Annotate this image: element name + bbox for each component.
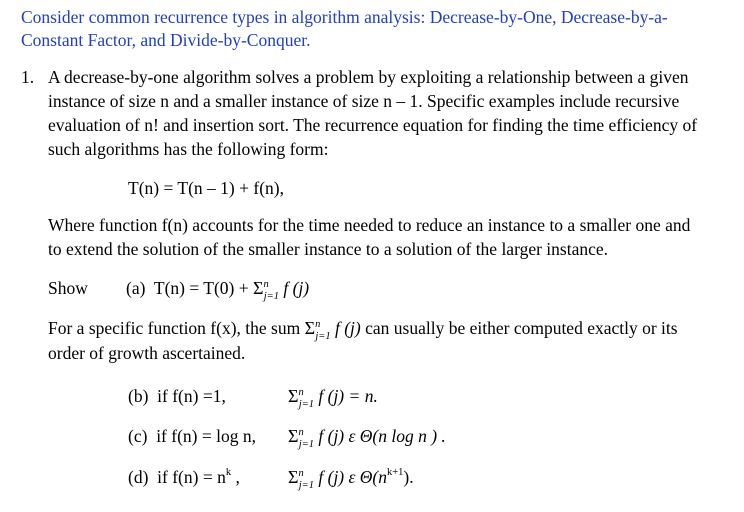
sum-term: f (j) ε Θ(n: [314, 467, 387, 487]
sum-upper-limit: n: [298, 387, 304, 398]
case-b-result: [288, 385, 378, 411]
para2-line-1: Where function f(n) accounts for the time needed to reduce an instance to a smaller one and: [48, 215, 691, 235]
sigma-symbol: Σ: [288, 467, 299, 487]
sum-term: f (j): [330, 318, 361, 338]
recurrence-equation: T(n) = T(n – 1) + f(n),: [128, 178, 284, 198]
case-d-result: [288, 466, 414, 492]
para3-before: For a specific function f(x), the sum: [48, 318, 305, 338]
sum-upper-limit: n: [298, 468, 304, 479]
case-c-label: (c): [128, 426, 148, 446]
para1-line-3: evaluation of n! and insertion sort. The recurrence equation for finding the time efficiency of: [48, 115, 698, 135]
sum-term: f (j): [279, 278, 310, 298]
sigma-symbol: Σ: [288, 386, 299, 406]
case-c-condition: [128, 425, 256, 448]
case-c-result: [288, 425, 446, 451]
sigma-symbol: Σ: [304, 318, 316, 338]
sum-upper-limit: n: [298, 427, 304, 438]
sum-upper-limit: n: [263, 279, 269, 290]
part-a-lhs: T(n) = T(0) +: [153, 278, 253, 298]
para2-line-2: to extend the solution of the smaller instance to a solution of the larger instance.: [48, 239, 609, 259]
sigma-symbol: Σ: [288, 426, 299, 446]
case-d-condition: [128, 466, 240, 492]
sum-lower-limit: j=1: [298, 439, 314, 450]
sum-lower-limit: j=1: [263, 291, 279, 302]
sum-lower-limit: j=1: [298, 480, 314, 491]
case-d-cond-tail: ,: [231, 467, 240, 487]
item-number: 1.: [21, 67, 35, 87]
part-a-label: (a): [126, 278, 146, 298]
show-label: Show: [48, 278, 88, 298]
sum-lower-limit: j=1: [298, 399, 314, 410]
sum-term: f (j) ε: [314, 426, 360, 446]
para3-line-2: order of growth ascertained.: [48, 343, 246, 363]
case-b-label: (b): [128, 386, 149, 406]
case-d-result-tail: ).: [403, 467, 414, 487]
intro-line-2: Constant Factor, and Divide-by-Conquer.: [21, 30, 311, 50]
para1-line-1: A decrease-by-one algorithm solves a problem by exploiting a relationship between a given: [48, 67, 689, 87]
para1-line-4: such algorithms has the following form:: [48, 139, 329, 159]
part-a: [126, 277, 309, 303]
case-b-cond: if f(n) =1,: [157, 386, 226, 406]
sum-term: f (j) = n.: [314, 386, 378, 406]
para1-line-2: instance of size n and a smaller instance of size n – 1. Specific examples include recursive: [48, 91, 680, 111]
sum-lower-limit: j=1: [315, 331, 331, 342]
case-d-cond: if f(n) = n: [157, 467, 226, 487]
para3-after: can usually be either computed exactly or its: [360, 318, 678, 338]
case-d-result-exponent: k+1: [387, 467, 404, 478]
case-c-cond: if f(n) = log n,: [156, 426, 256, 446]
case-b-condition: [128, 385, 226, 408]
sigma-symbol: Σ: [253, 278, 264, 298]
sum-upper-limit: n: [315, 319, 321, 330]
case-d-label: (d): [128, 467, 149, 487]
case-c-order: Θ(n log n ) .: [359, 426, 446, 446]
para3-line-1: [48, 317, 678, 343]
case-d-exponent: k: [225, 467, 232, 478]
intro-line-1: Consider common recurrence types in algorithm analysis: Decrease-by-One, Decrease-by-a-: [21, 7, 668, 27]
